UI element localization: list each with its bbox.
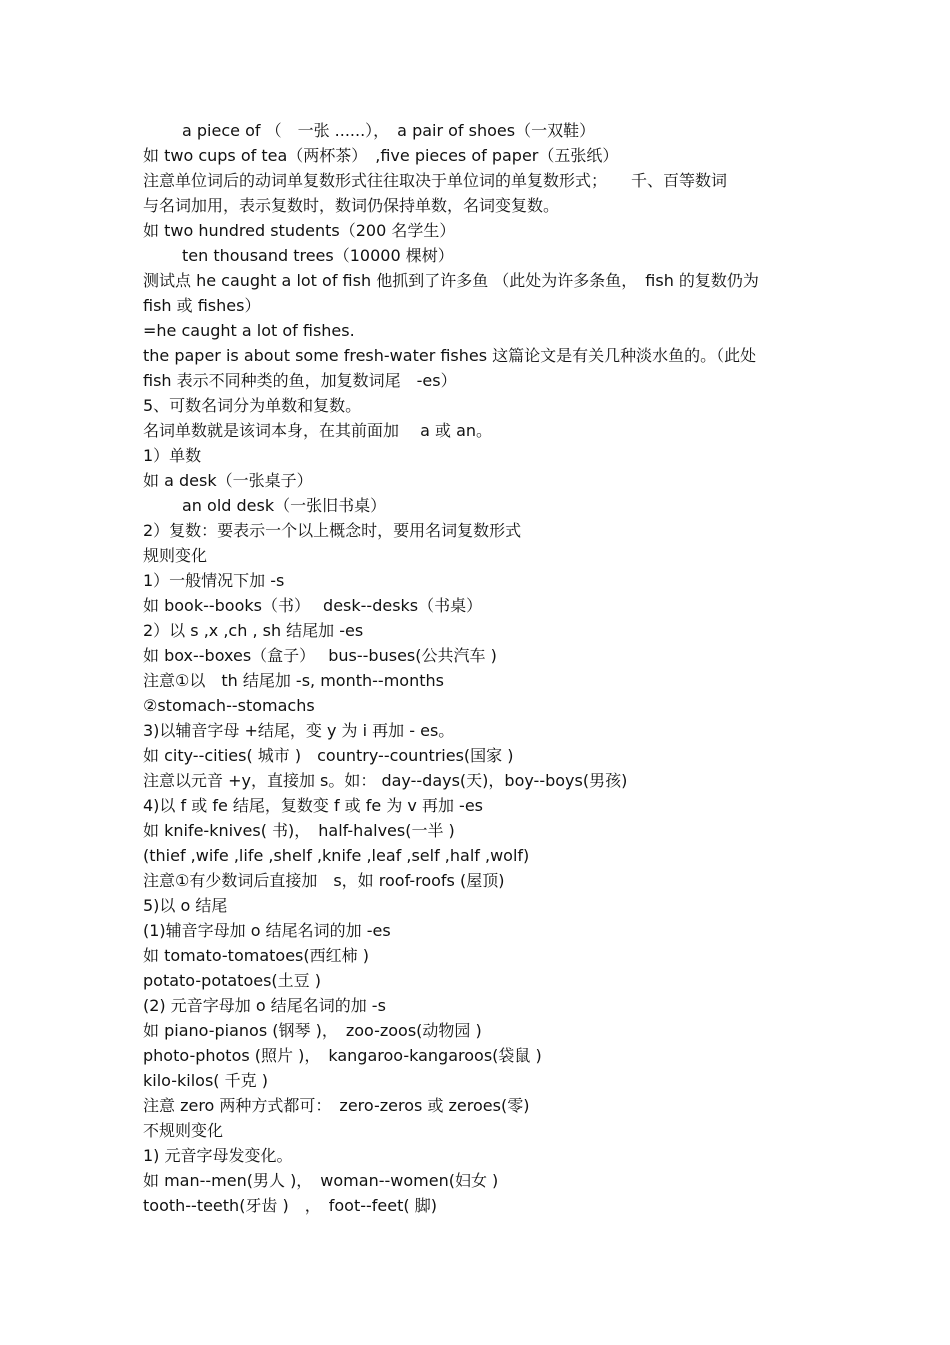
text-line: 注意 zero 两种方式都可： zero-zeros 或 zeroes(零)	[143, 1096, 530, 1115]
text-line: a piece of （ 一张 ......）， a pair of shoes（一双鞋）	[182, 121, 596, 140]
text-line: tooth--teeth(牙齿 ) ， foot--feet( 脚)	[143, 1196, 437, 1215]
text-line: 3)以辅音字母 +结尾，变 y 为 i 再加 - es。	[143, 721, 455, 740]
text-line: 与名词加用，表示复数时，数词仍保持单数，名词变复数。	[143, 196, 560, 215]
text-line: 如 box--boxes（盒子） bus--buses(公共汽车 )	[143, 646, 497, 665]
text-line: 4)以 f 或 fe 结尾，复数变 f 或 fe 为 v 再加 -es	[143, 796, 484, 815]
text-line: kilo-kilos( 千克 )	[143, 1071, 268, 1090]
text-line: 注意①有少数词后直接加 s，如 roof-roofs (屋顶)	[143, 871, 505, 890]
text-line: 如 city--cities( 城市 ) country--countries(国家 )	[143, 746, 514, 765]
text-line: 注意单位词后的动词单复数形式往往取决于单位词的单复数形式； 千、百等数词	[143, 171, 728, 190]
text-line: 2）复数：要表示一个以上概念时，要用名词复数形式	[143, 521, 522, 540]
text-line: 如 tomato-tomatoes(西红柿 )	[143, 946, 369, 965]
text-line: ②stomach--stomachs	[143, 696, 315, 715]
text-line: potato-potatoes(土豆 )	[143, 971, 321, 990]
text-line: fish 或 fishes）	[143, 296, 261, 315]
text-line: 不规则变化	[143, 1121, 224, 1140]
text-line: 如 book--books（书） desk--desks（书桌）	[143, 596, 483, 615]
text-line: 测试点 he caught a lot of fish 他抓到了许多鱼 （此处为许多条鱼， fish 的复数仍为	[143, 271, 759, 290]
text-line: an old desk（一张旧书桌）	[182, 496, 387, 515]
document-body	[143, 118, 808, 1218]
text-line: 如 man--men(男人 )， woman--women(妇女 )	[143, 1171, 499, 1190]
text-line: 5)以 o 结尾	[143, 896, 228, 915]
text-line: the paper is about some fresh-water fishes 这篇论文是有关几种淡水鱼的。（此处	[143, 346, 757, 365]
text-line: 1）一般情况下加 -s	[143, 571, 285, 590]
text-line: 5、可数名词分为单数和复数。	[143, 396, 362, 415]
text-line: fish 表示不同种类的鱼，加复数词尾 -es）	[143, 371, 457, 390]
text-line: =he caught a lot of fishes.	[143, 321, 355, 340]
text-line: 如 a desk（一张桌子）	[143, 471, 313, 490]
text-line: 如 two hundred students（200 名学生）	[143, 221, 456, 240]
text-line: photo-photos (照片 )， kangaroo-kangaroos(袋鼠 )	[143, 1046, 542, 1065]
text-line: (1)辅音字母加 o 结尾名词的加 -es	[143, 921, 391, 940]
text-line: 2）以 s ,x ,ch , sh 结尾加 -es	[143, 621, 364, 640]
text-line: 名词单数就是该词本身，在其前面加 a 或 an。	[143, 421, 493, 440]
text-line: (thief ,wife ,life ,shelf ,knife ,leaf ,self ,half ,wolf)	[143, 846, 530, 865]
text-line: 如 knife-knives( 书)， half-halves(一半 )	[143, 821, 455, 840]
text-line: 注意以元音 +y，直接加 s。如： day--days(天)，boy--boys(男孩)	[143, 771, 628, 790]
text-line: 注意①以 th 结尾加 -s, month--months	[143, 671, 444, 690]
text-line: 规则变化	[143, 546, 208, 565]
text-line: 1) 元音字母发变化。	[143, 1146, 293, 1165]
text-line: 1）单数	[143, 446, 202, 465]
text-line: (2) 元音字母加 o 结尾名词的加 -s	[143, 996, 386, 1015]
text-line: 如 two cups of tea（两杯茶） ,five pieces of paper（五张纸）	[143, 146, 619, 165]
text-line: 如 piano-pianos (钢琴 )， zoo-zoos(动物园 )	[143, 1021, 482, 1040]
text-line: ten thousand trees（10000 棵树）	[182, 246, 454, 265]
